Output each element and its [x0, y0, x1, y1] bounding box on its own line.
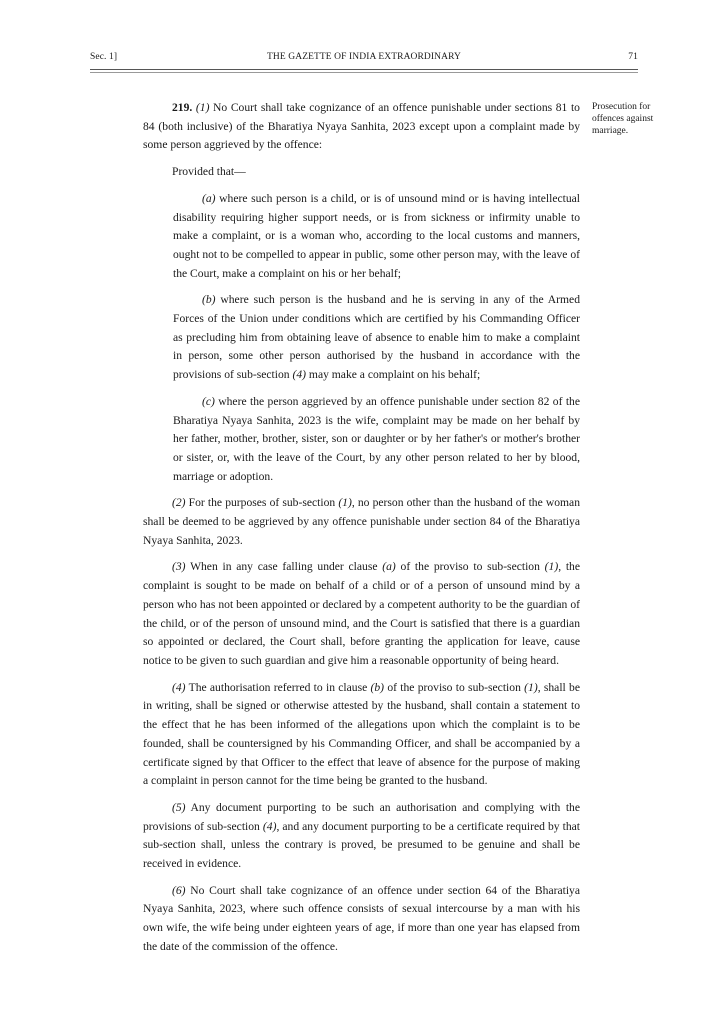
sub-label: (6)	[172, 883, 186, 897]
sub-ref: (4)	[292, 368, 307, 382]
gazette-title: THE GAZETTE OF INDIA EXTRAORDINARY	[267, 52, 461, 62]
sub-text: , the complaint is sought to be made on behalf of a child or of a person of unsound mind by a person who has not been appointed or declared by a competent authority to be the guardian of the child, or of the person of unsound mind, and the Court is satisfied that there is a guardian so appointed or declared, the Court shall, before granting the application for leave, cause notice to be given to such guardian and give him a reasonable opportunity of being heard.	[143, 560, 580, 667]
sub-label: (5)	[172, 800, 186, 814]
sub-text: For the purposes of sub-section	[188, 496, 336, 510]
clause-text: where the person aggrieved by an offence punishable under section 82 of the Bharatiya Nyaya Sanhita, 2023 is the wife, complaint may be made on her behalf by her father, mother, brother, sister, son or daughter or by her father's or mother's brother or sister, or, with the leave of the Court, by any other person related to her by blood, marriage or adoption.	[173, 394, 580, 483]
sub-ref: (1)	[338, 496, 352, 510]
sub-label: (2)	[172, 496, 186, 510]
sub-label: (3)	[172, 560, 186, 574]
sub-text: , no person other than the husband of the woman shall be deemed to be aggrieved by any offence punishable under section 84 of the Bharatiya Nyaya Sanhita, 2023.	[143, 496, 580, 547]
sub-text: , shall be in writing, shall be signed or otherwise attested by the husband, shall contain a statement to the effect that he has been informed of the allegations upon which the complaint is to be founded, shall be countersigned by his Commanding Officer, and shall be accompanied by a certificate signed by that Officer to the effect that leave of absence for the purpose of making a complaint in person cannot for the time being be granted to the husband.	[143, 680, 580, 788]
sub-section-2	[143, 494, 580, 550]
clause-c	[143, 393, 580, 487]
sub-section-4	[143, 679, 580, 791]
sub-text: No Court shall take cognizance of an offence punishable under sections 81 to 84 (both inclusive) of the Bharatiya Nyaya Sanhita, 2023 except upon a complaint made by some person aggrieved by the offence:	[143, 101, 580, 152]
sub-section-5	[143, 799, 580, 874]
sub-ref: (1)	[544, 560, 559, 574]
header-rule	[90, 69, 638, 73]
sub-section-6	[143, 882, 580, 957]
sub-text: The authorisation referred to in clause	[188, 680, 368, 694]
sub-text: Any document purporting to be such an authorisation and complying with the provisions of sub-section	[143, 800, 580, 833]
page-number: 71	[628, 52, 638, 62]
margin-note: Prosecution for offences against marriage.	[592, 102, 654, 136]
sub-label: (4)	[172, 680, 186, 694]
clause-text: may make a complaint on his behalf;	[308, 368, 481, 382]
sub-text: No Court shall take cognizance of an offence under section 64 of the Bharatiya Nyaya Sanhita, 2023, where such offence consists of sexual intercourse by a man with his own wife, the wife being under eighteen years of age, if more than one year has elapsed from the date of the commission of the offence.	[143, 883, 581, 953]
sub-ref: (4)	[262, 819, 277, 833]
clause-a	[143, 190, 580, 284]
sub-section-3	[143, 558, 580, 670]
sub-ref: (1)	[524, 680, 538, 694]
document-body	[143, 99, 580, 965]
section-number: 219.	[172, 101, 193, 114]
sub-label: (1)	[195, 101, 210, 114]
sub-section-1	[143, 99, 580, 155]
proviso: Provided that—	[172, 165, 246, 179]
sub-text: of the proviso to sub-section	[387, 680, 521, 694]
clause-label: (a)	[202, 191, 216, 205]
sub-text: When in any case falling under clause	[190, 560, 378, 574]
sub-text: , and any document purporting to be a certificate required by that sub-section shall, unless the contrary is proved, be presumed to be genuine and shall be received in evidence.	[143, 819, 580, 871]
section-ref: Sec. 1]	[90, 52, 118, 62]
clause-label: (c)	[202, 394, 215, 408]
clause-text: where such person is a child, or is of unsound mind or is having intellectual disability requiring higher support needs, or is from sickness or infirmity unable to make a complaint, or is a woman who, according to the local customs and manners, ought not to be compelled to appear in public, some other person may, with the leave of the Court, make a complaint on his or her behalf;	[173, 191, 580, 280]
clause-text: where such person is the husband and he is serving in any of the Armed Forces of the Union under conditions which are certified by his Commanding Officer as precluding him from obtaining leave of absence to enable him to make a complaint in person, some other person authorised by the husband in accordance with the provisions of sub-section	[173, 293, 580, 382]
clause-ref: (a)	[382, 560, 396, 574]
clause-label: (b)	[202, 293, 216, 307]
sub-text: of the proviso to sub-section	[400, 560, 540, 574]
page-header	[90, 52, 638, 68]
clause-ref: (b)	[370, 680, 385, 694]
clause-b	[143, 291, 580, 385]
